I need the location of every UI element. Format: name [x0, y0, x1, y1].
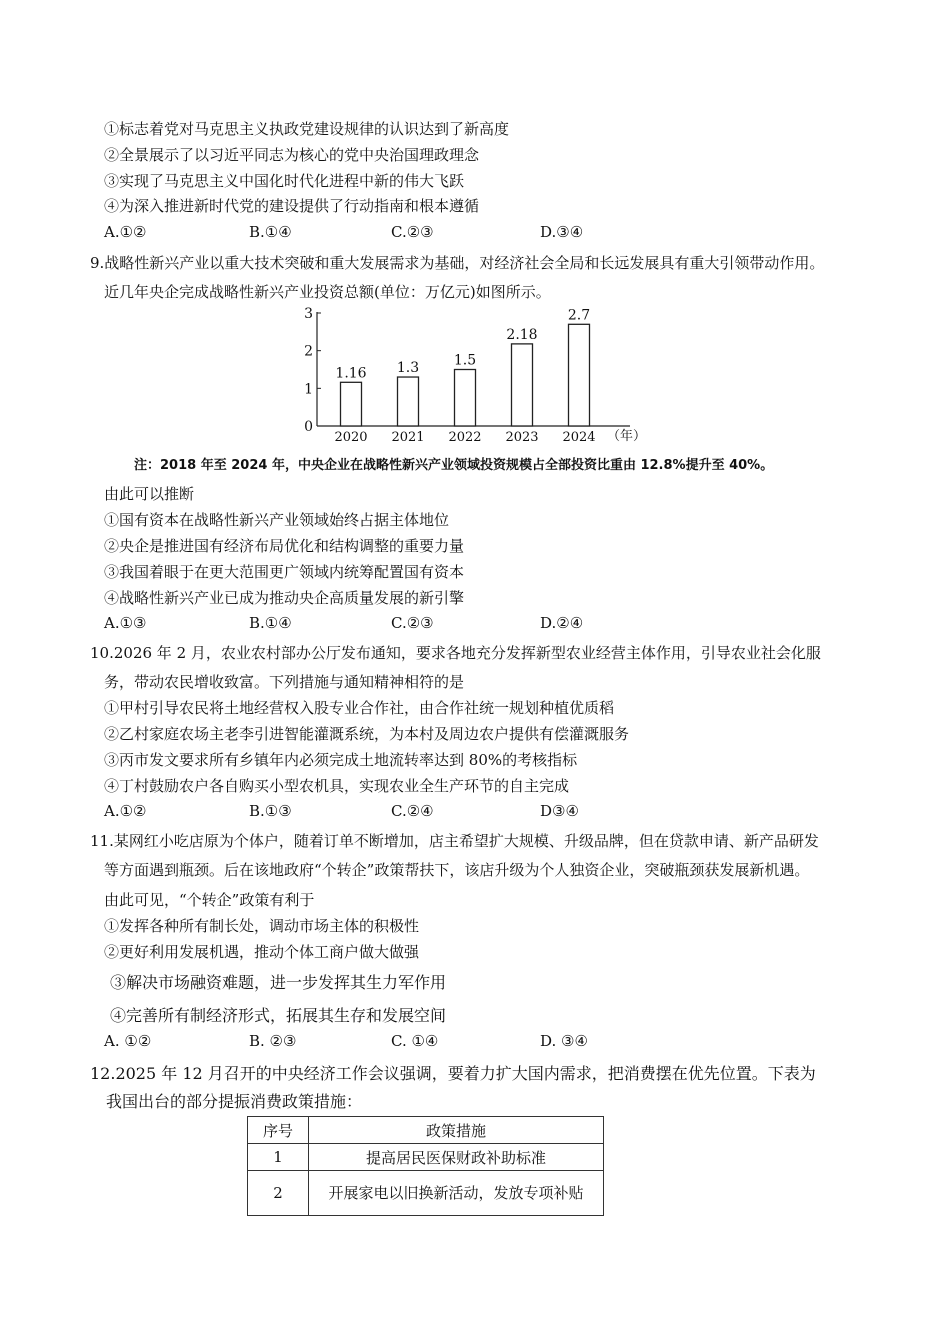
q11-option-c[interactable]: C. ①④: [391, 1032, 439, 1050]
q9-option-b[interactable]: B.①④: [249, 614, 292, 632]
q10-stem-line2: 务，带动农民增收致富。下列措施与通知精神相符的是: [104, 673, 465, 691]
data-label-2023: 2.18: [506, 326, 538, 343]
table-cell-index: 1: [248, 1144, 309, 1171]
policy-table: [247, 1116, 604, 1216]
q12-stem-line2: 我国出台的部分提振消费政策措施：: [106, 1092, 363, 1111]
q9-chart-note: 注：2018 年至 2024 年，中央企业在战略性新兴产业领域投资规模占全部投资比重由 12.8%提升至 40%。: [134, 458, 774, 473]
q8-option-a[interactable]: A.①②: [104, 223, 147, 241]
q8-statement-4: ④为深入推进新时代党的建设提供了行动指南和根本遵循: [104, 197, 480, 215]
bar-2023: [512, 344, 533, 426]
q10-option-b[interactable]: B.①③: [249, 802, 292, 820]
q11-option-d[interactable]: D. ③④: [540, 1032, 588, 1050]
q9-bar-chart: [300, 300, 660, 450]
table-header-row: [248, 1117, 604, 1144]
q11-stem-line1: 11.某网红小吃店原为个体户，随着订单不断增加，店主希望扩大规模、升级品牌，但在贷款申请、新产品研发: [90, 832, 819, 850]
q8-option-b[interactable]: B.①④: [249, 223, 292, 241]
q9-statement-3: ③我国着眼于在更大范围更广领域内统筹配置国有资本: [104, 563, 465, 581]
data-label-2020: 1.16: [335, 365, 367, 382]
x-tick-label-2020: 2020: [334, 430, 368, 445]
q11-statement-3: ③解决市场融资难题，进一步发挥其生力军作用: [110, 973, 447, 992]
bar-2022: [455, 370, 476, 427]
data-label-2024: 2.7: [567, 307, 591, 324]
table-row: [248, 1144, 604, 1171]
x-tick-label-2024: 2024: [562, 430, 596, 445]
bar-2020: [341, 382, 362, 426]
q8-statement-3: ③实现了马克思主义中国化时代化进程中新的伟大飞跃: [104, 172, 465, 190]
table-header-measure: 政策措施: [309, 1117, 604, 1144]
q10-statement-3: ③丙市发文要求所有乡镇年内必须完成土地流转率达到 80%的考核指标: [104, 751, 578, 769]
table-row: [248, 1171, 604, 1216]
q10-stem-line1: 10.2026 年 2 月，农业农村部办公厅发布通知，要求各地充分发挥新型农业经营主体作用，引导农业社会化服: [90, 644, 821, 662]
q9-statement-4: ④战略性新兴产业已成为推动央企高质量发展的新引擎: [104, 589, 465, 607]
q9-option-a[interactable]: A.①③: [104, 614, 147, 632]
q10-option-c[interactable]: C.②④: [391, 802, 434, 820]
data-label-2022: 1.5: [453, 352, 477, 369]
q9-stem-line1: 9.战略性新兴产业以重大技术突破和重大发展需求为基础，对经济社会全局和长远发展具有重大引领带动作用。: [90, 254, 825, 272]
q10-statement-1: ①甲村引导农民将土地经营权入股专业合作社，由合作社统一规划种植优质稻: [104, 699, 615, 717]
y-tick-label: 3: [304, 306, 313, 322]
table-header-index: 序号: [248, 1117, 309, 1144]
q9-lead: 由此可以推断: [104, 485, 195, 503]
q11-lead: 由此可见，“个转企”政策有利于: [104, 891, 315, 909]
q9-stem-line2: 近几年央企完成战略性新兴产业投资总额(单位：万亿元)如图所示。: [104, 283, 551, 301]
x-tick-label-2022: 2022: [448, 430, 482, 445]
bar-2024: [569, 324, 590, 426]
x-tick-label-2023: 2023: [505, 430, 539, 445]
q10-option-d[interactable]: D③④: [540, 802, 579, 820]
q11-stem-line2: 等方面遇到瓶颈。后在该地政府“个转企”政策帮扶下，该店升级为个人独资企业，突破瓶颈获发展新机遇。: [104, 861, 810, 879]
y-tick-label: 0: [304, 419, 313, 435]
q8-statement-1: ①标志着党对马克思主义执政党建设规律的认识达到了新高度: [104, 120, 510, 138]
q10-option-a[interactable]: A.①②: [104, 802, 147, 820]
q11-statement-2: ②更好利用发展机遇，推动个体工商户做大做强: [104, 943, 420, 961]
q9-option-c[interactable]: C.②③: [391, 614, 434, 632]
x-tick-label-2021: 2021: [391, 430, 425, 445]
y-tick-label: 2: [304, 343, 313, 360]
table-cell-index: 2: [248, 1171, 309, 1216]
q12-stem-line1: 12.2025 年 12 月召开的中央经济工作会议强调，要着力扩大国内需求，把消费摆在优先位置。下表为: [90, 1064, 816, 1083]
q10-statement-2: ②乙村家庭农场主老李引进智能灌溉系统，为本村及周边农户提供有偿灌溉服务: [104, 725, 630, 743]
y-tick-label: 1: [304, 381, 313, 398]
q9-statement-2: ②央企是推进国有经济布局优化和结构调整的重要力量: [104, 537, 465, 555]
q11-statement-1: ①发挥各种所有制长处，调动市场主体的积极性: [104, 917, 420, 935]
q9-option-d[interactable]: D.②④: [540, 614, 584, 632]
x-unit-label: （年）: [607, 429, 647, 444]
q11-option-a[interactable]: A. ①②: [104, 1032, 152, 1050]
q9-statement-1: ①国有资本在战略性新兴产业领域始终占据主体地位: [104, 511, 450, 529]
q8-option-d[interactable]: D.③④: [540, 223, 584, 241]
table-cell-measure: 提高居民医保财政补助标准: [309, 1144, 604, 1171]
q11-statement-4: ④完善所有制经济形式，拓展其生存和发展空间: [110, 1006, 447, 1025]
q10-statement-4: ④丁村鼓励农户各自购买小型农机具，实现农业全生产环节的自主完成: [104, 777, 570, 795]
data-label-2021: 1.3: [396, 360, 420, 377]
q8-option-c[interactable]: C.②③: [391, 223, 434, 241]
q11-option-b[interactable]: B. ②③: [249, 1032, 297, 1050]
table-cell-measure: 开展家电以旧换新活动，发放专项补贴: [309, 1171, 604, 1216]
q8-statement-2: ②全景展示了以习近平同志为核心的党中央治国理政理念: [104, 146, 480, 164]
bar-2021: [398, 377, 419, 426]
